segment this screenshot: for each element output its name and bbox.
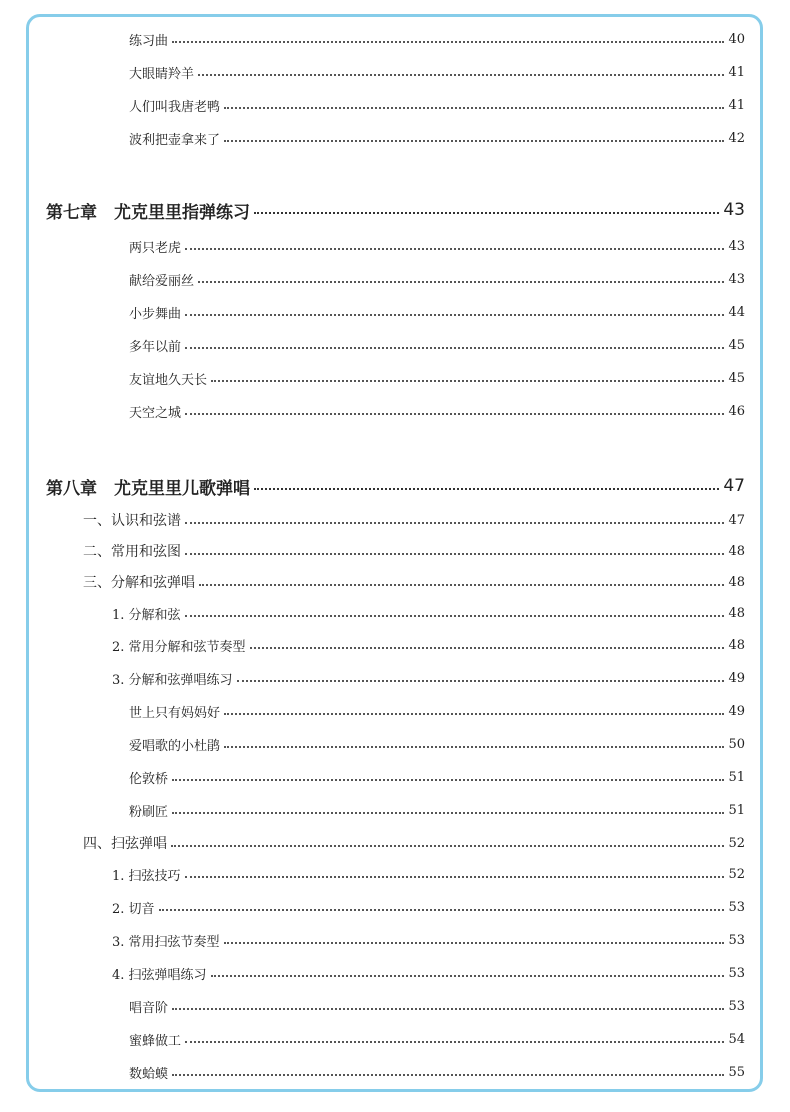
toc-entry-page: 53 <box>728 965 745 981</box>
toc-entry[interactable] <box>129 234 745 258</box>
dot-leader <box>185 314 724 316</box>
toc-chapter-entry[interactable] <box>46 474 745 498</box>
toc-entry-title: 多年以前 <box>129 339 182 355</box>
toc-entry-page: 52 <box>728 866 745 882</box>
toc-entry-page: 43 <box>723 200 745 220</box>
dot-leader <box>159 909 725 911</box>
toc-entry-page: 40 <box>728 31 745 47</box>
toc-subsection-entry[interactable] <box>112 895 745 919</box>
toc-entry-page: 48 <box>728 605 745 621</box>
toc-entry-title: 数蛤蟆 <box>129 1066 169 1082</box>
toc-entry-page: 47 <box>723 476 745 496</box>
toc-subsection-entry[interactable] <box>112 601 745 625</box>
toc-entry-page: 53 <box>728 899 745 915</box>
toc-entry-title: 爱唱歌的小杜鹃 <box>129 738 221 754</box>
toc-subsection-entry[interactable] <box>112 666 745 690</box>
toc-entry-title: 伦敦桥 <box>129 771 169 787</box>
dot-leader <box>172 1008 724 1010</box>
toc-entry[interactable] <box>129 60 745 84</box>
toc-entry-page: 47 <box>728 512 745 528</box>
toc-entry-page: 52 <box>728 835 745 851</box>
toc-entry-page: 50 <box>728 736 745 752</box>
dot-leader <box>237 680 725 682</box>
toc-subsection-entry[interactable] <box>112 961 745 985</box>
dot-leader <box>185 347 724 349</box>
dot-leader <box>250 647 725 649</box>
dot-leader <box>172 41 724 43</box>
toc-entry-page: 54 <box>728 1031 745 1047</box>
dot-leader <box>211 380 724 382</box>
toc-chapter-entry[interactable] <box>46 198 745 222</box>
toc-entry-title: 小步舞曲 <box>129 306 182 322</box>
toc-entry-page: 41 <box>728 97 745 113</box>
dot-leader <box>185 248 724 250</box>
toc-subsection-entry[interactable] <box>112 862 745 886</box>
toc-chapter-title: 第八章 尤克里里儿歌弹唱 <box>46 478 250 499</box>
toc-entry[interactable] <box>129 765 745 789</box>
toc-entry-title: 友谊地久天长 <box>129 372 208 388</box>
toc-entry[interactable] <box>129 366 745 390</box>
toc-entry-page: 51 <box>728 802 745 818</box>
toc-entry-title: 人们叫我唐老鸭 <box>129 99 221 115</box>
toc-chapter-title: 第七章 尤克里里指弹练习 <box>46 202 250 223</box>
toc-entry[interactable] <box>129 732 745 756</box>
dot-leader <box>171 845 724 847</box>
toc-entry-title: 一、认识和弦谱 <box>83 513 181 529</box>
toc-entry[interactable] <box>129 399 745 423</box>
toc-entry-page: 43 <box>728 238 745 254</box>
toc-entry-title: 2. 切音 <box>112 901 155 917</box>
dot-leader <box>185 615 725 617</box>
toc-entry[interactable] <box>129 333 745 357</box>
toc-entry-title: 两只老虎 <box>129 240 182 256</box>
toc-entry-title: 三、分解和弦弹唱 <box>83 575 195 591</box>
dot-leader <box>224 713 724 715</box>
toc-entry[interactable] <box>129 27 745 51</box>
toc-entry-page: 53 <box>728 998 745 1014</box>
dot-leader <box>224 942 725 944</box>
dot-leader <box>224 140 724 142</box>
dot-leader <box>224 746 724 748</box>
dot-leader <box>198 74 724 76</box>
dot-leader <box>172 1074 724 1076</box>
toc-entry[interactable] <box>129 300 745 324</box>
toc-entry[interactable] <box>129 1027 745 1051</box>
toc-entry-title: 蜜蜂做工 <box>129 1033 182 1049</box>
toc-subsection-entry[interactable] <box>112 633 745 657</box>
toc-entry-title: 唱音阶 <box>129 1000 169 1016</box>
toc-entry-title: 大眼睛羚羊 <box>129 66 195 82</box>
toc-entry-page: 42 <box>728 130 745 146</box>
toc-entry[interactable] <box>129 267 745 291</box>
toc-entry-title: 粉刷匠 <box>129 804 169 820</box>
dot-leader <box>254 488 719 490</box>
toc-entry-title: 世上只有妈妈好 <box>129 705 221 721</box>
toc-entry-page: 53 <box>728 932 745 948</box>
toc-entry-page: 46 <box>728 403 745 419</box>
dot-leader <box>185 876 725 878</box>
toc-entry[interactable] <box>129 93 745 117</box>
toc-entry-title: 波利把壶拿来了 <box>129 132 221 148</box>
toc-entry-page: 43 <box>728 271 745 287</box>
dot-leader <box>185 413 724 415</box>
toc-entry-page: 45 <box>728 370 745 386</box>
toc-entry-title: 练习曲 <box>129 33 169 49</box>
toc-entry-title: 1. 分解和弦 <box>112 607 181 623</box>
dot-leader <box>199 584 724 586</box>
toc-entry-page: 48 <box>728 543 745 559</box>
toc-entry-page: 45 <box>728 337 745 353</box>
toc-entry[interactable] <box>129 798 745 822</box>
toc-section-entry[interactable] <box>83 831 745 855</box>
toc-entry[interactable] <box>129 994 745 1018</box>
toc-section-entry[interactable] <box>83 508 745 532</box>
toc-entry-title: 二、常用和弦图 <box>83 544 181 560</box>
toc-entry-title: 3. 分解和弦弹唱练习 <box>112 672 233 688</box>
toc-entry-page: 48 <box>728 637 745 653</box>
toc-entry-page: 49 <box>728 703 745 719</box>
toc-entry-page: 48 <box>728 574 745 590</box>
toc-entry-title: 3. 常用扫弦节奏型 <box>112 934 220 950</box>
toc-entry-page: 44 <box>728 304 745 320</box>
toc-entry[interactable] <box>129 699 745 723</box>
toc-entry[interactable] <box>129 126 745 150</box>
toc-section-entry[interactable] <box>83 570 745 594</box>
toc-subsection-entry[interactable] <box>112 928 745 952</box>
toc-entry-title: 四、扫弦弹唱 <box>83 836 167 852</box>
dot-leader <box>185 522 724 524</box>
dot-leader <box>211 975 725 977</box>
toc-entry-title: 1. 扫弦技巧 <box>112 868 181 884</box>
dot-leader <box>254 212 719 214</box>
toc-entry-title: 4. 扫弦弹唱练习 <box>112 967 207 983</box>
dot-leader <box>185 553 724 555</box>
dot-leader <box>172 779 724 781</box>
dot-leader <box>185 1041 724 1043</box>
toc-entry-page: 41 <box>728 64 745 80</box>
dot-leader <box>224 107 724 109</box>
toc-entry-page: 55 <box>728 1064 745 1080</box>
dot-leader <box>198 281 724 283</box>
toc-entry-title: 献给爱丽丝 <box>129 273 195 289</box>
toc-entry-page: 51 <box>728 769 745 785</box>
toc-entry[interactable] <box>129 1060 745 1084</box>
dot-leader <box>172 812 724 814</box>
toc-entry-title: 天空之城 <box>129 405 182 421</box>
toc-section-entry[interactable] <box>83 539 745 563</box>
toc-entry-title: 2. 常用分解和弦节奏型 <box>112 639 246 655</box>
toc-entry-page: 49 <box>728 670 745 686</box>
